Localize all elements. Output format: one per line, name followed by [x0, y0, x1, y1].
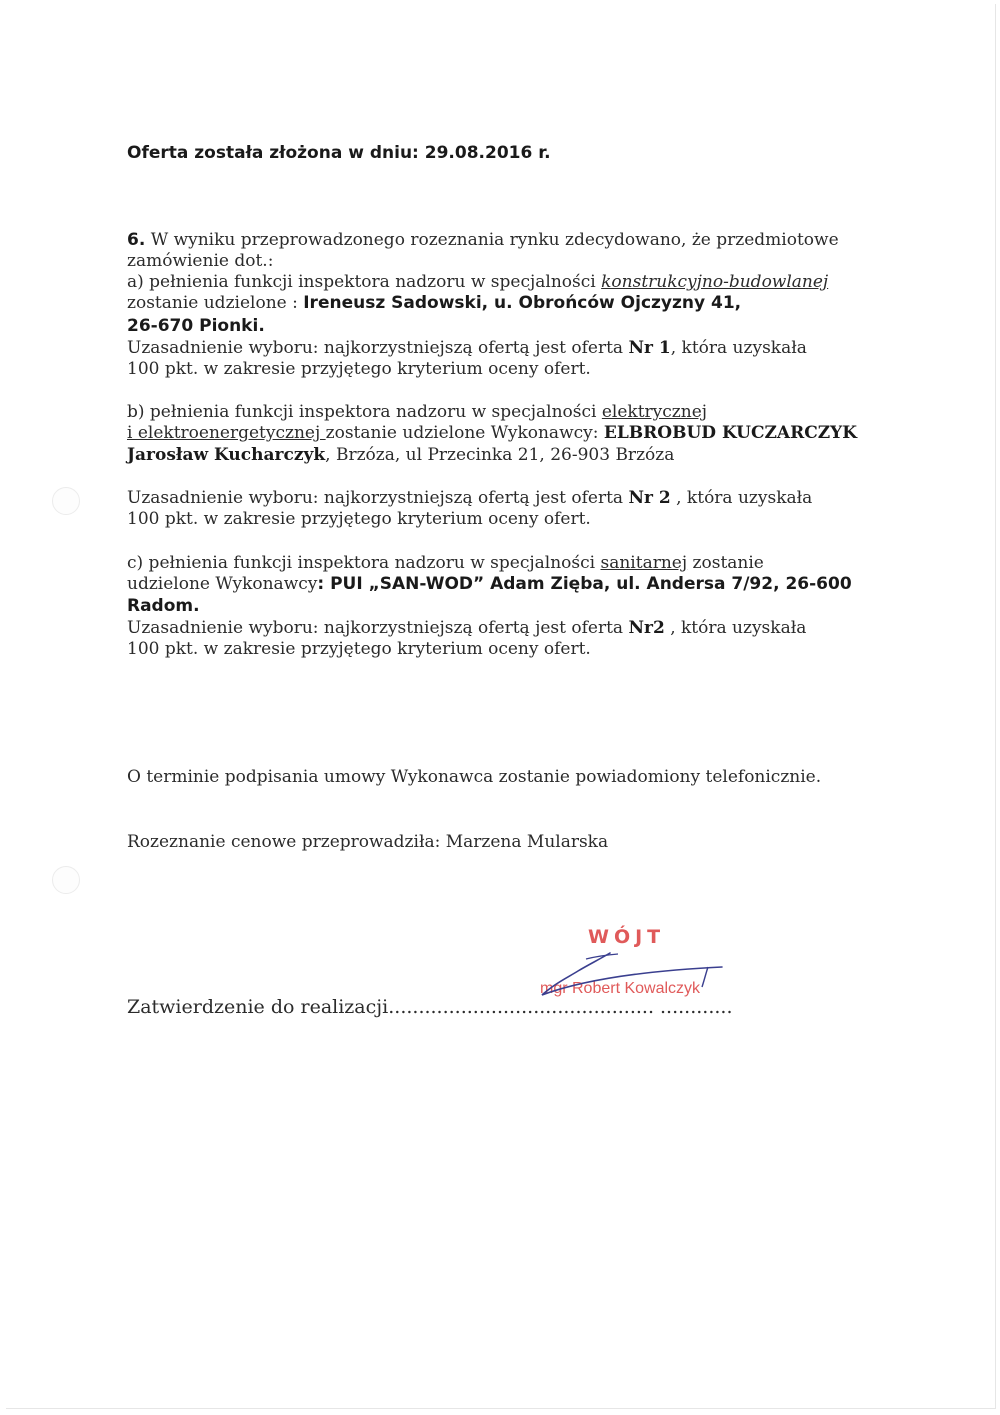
- section-6-intro: 6. W wyniku przeprowadzonego rozeznania rynku zdecydowano, że przedmiotowe: [127, 230, 839, 250]
- item-c-offer-number: Nr2: [628, 618, 665, 638]
- offer-date-line: Oferta została złożona w dniu: 29.08.2016 r.: [127, 143, 551, 163]
- item-a-points: 100 pkt. w zakresie przyjętego kryterium oceny ofert.: [127, 359, 591, 379]
- item-c-contractor: : PUI „SAN-WOD” Adam Zięba, ul. Andersa 7/92, 26-600: [317, 574, 852, 594]
- item-a-contractor-city: 26-670 Pionki.: [127, 316, 265, 336]
- phone-notice: O terminie podpisania umowy Wykonawca zostanie powiadomiony telefonicznie.: [127, 767, 822, 787]
- stamp-title: WÓJT: [588, 926, 666, 948]
- item-b-line1: b) pełnienia funkcji inspektora nadzoru w specjalności elektrycznej: [127, 402, 708, 422]
- item-c-contractor-city: Radom.: [127, 596, 200, 616]
- item-a-line1: a) pełnienia funkcji inspektora nadzoru w specjalności konstrukcyjno-budowlanej: [127, 272, 829, 292]
- stamp-name: mgr Robert Kowalczyk: [540, 980, 701, 997]
- item-a-line2: zostanie udzielone : Ireneusz Sadowski, u. Obrońców Ojczyzny 41,: [127, 293, 742, 313]
- item-b-points: 100 pkt. w zakresie przyjętego kryterium oceny ofert.: [127, 509, 591, 529]
- item-a-specialty: konstrukcyjno-budowlanej: [601, 272, 829, 292]
- item-c-points: 100 pkt. w zakresie przyjętego kryterium oceny ofert.: [127, 639, 591, 659]
- item-c-specialty: sanitarnej: [600, 553, 688, 573]
- section-6-intro-cont: zamówienie dot.:: [127, 251, 274, 271]
- punch-hole-mark: [52, 866, 80, 894]
- approval-line: Zatwierdzenie do realizacji............................................ ............: [127, 996, 733, 1018]
- item-b-contractor-person: Jarosław Kucharczyk: [127, 445, 326, 465]
- section-number: 6.: [127, 230, 146, 250]
- item-c-line2: udzielone Wykonawcy: PUI „SAN-WOD” Adam Zięba, ul. Andersa 7/92, 26-600: [127, 574, 852, 594]
- item-a-reason: Uzasadnienie wyboru: najkorzystniejszą ofertą jest oferta Nr 1, która uzyskała: [127, 338, 807, 358]
- item-c-line1: c) pełnienia funkcji inspektora nadzoru w specjalności sanitarnej zostanie: [127, 553, 764, 573]
- signature-icon: [530, 945, 730, 1005]
- item-b-contractor: ELBROBUD KUCZARCZYK: [603, 423, 858, 443]
- conducted-by: Rozeznanie cenowe przeprowadziła: Marzena Mularska: [127, 832, 609, 852]
- punch-hole-mark: [52, 487, 80, 515]
- item-b-specialty-cont: i elektroenergetycznej: [127, 423, 326, 443]
- page-border: [6, 4, 996, 1409]
- item-b-specialty: elektrycznej: [601, 402, 708, 422]
- item-b-offer-number: Nr 2: [628, 488, 671, 508]
- item-c-reason: Uzasadnienie wyboru: najkorzystniejszą ofertą jest oferta Nr2 , która uzyskała: [127, 618, 807, 638]
- item-b-line3: [127, 445, 887, 466]
- item-a-contractor: Ireneusz Sadowski, u. Obrońców Ojczyzny 41,: [303, 293, 742, 313]
- item-b-line2: i elektroenergetycznej zostanie udzielone Wykonawcy: ELBROBUD KUCZARCZYK: [127, 423, 858, 443]
- item-a-offer-number: Nr 1: [628, 338, 671, 358]
- item-b-address: , Brzóza, ul Przecinka 21, 26-903 Brzóza: [325, 445, 675, 465]
- item-b-reason: Uzasadnienie wyboru: najkorzystniejszą ofertą jest oferta Nr 2 , która uzyskała: [127, 488, 813, 508]
